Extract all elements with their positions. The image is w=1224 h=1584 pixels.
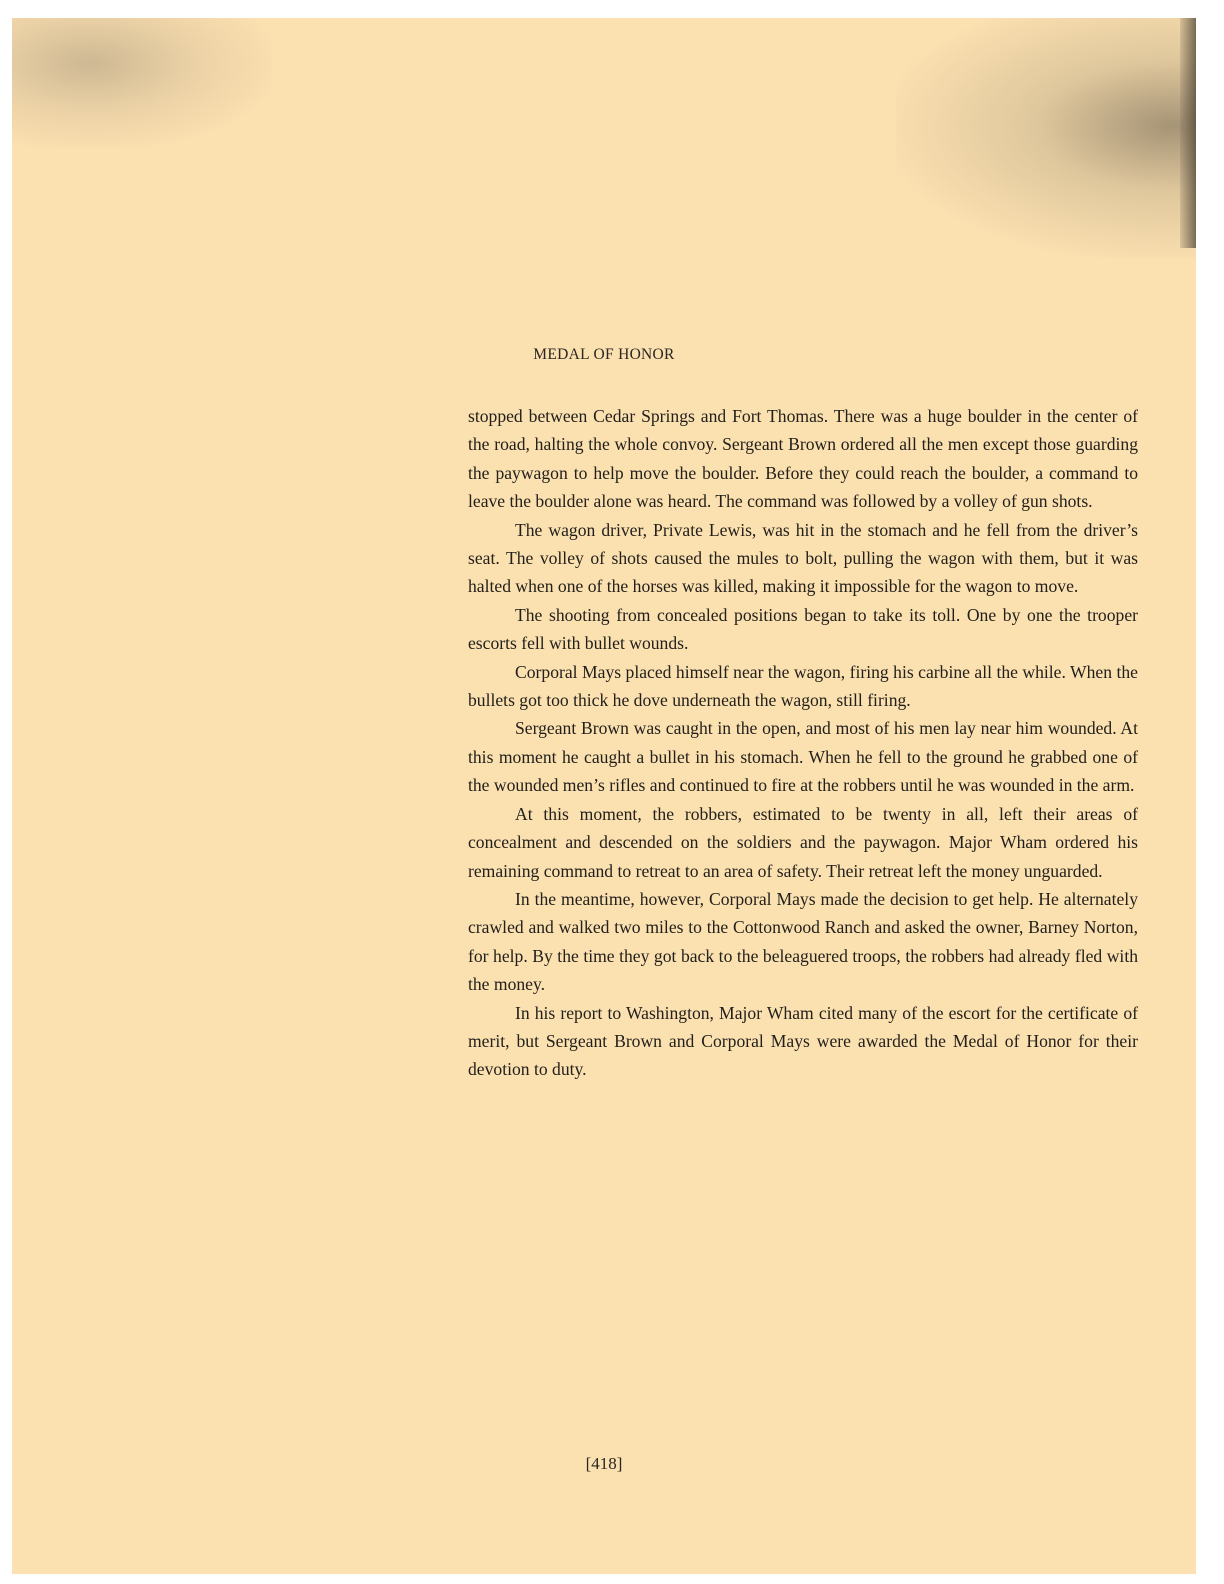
paragraph: At this moment, the robbers, estimated to be twenty in all, left their areas of concealment and descended on the soldiers and the paywagon. Major Wham ordered his remaining command to retreat to an area of safety. Their retreat left the money unguarded. [468, 803, 1138, 881]
paragraph: The wagon driver, Private Lewis, was hit in the stomach and he fell from the driver’s seat. The volley of shots caused the mules to bolt, pulling the wagon with them, but it was halted when one of the horses was killed, making it impossible for the wagon to move. [468, 519, 1138, 597]
page-stain [12, 18, 272, 148]
page-number: [418] [585, 1454, 623, 1473]
page-edge-shadow [1180, 18, 1196, 248]
running-head: MEDAL OF HONOR [533, 346, 675, 363]
paragraph: In the meantime, however, Corporal Mays made the decision to get help. He alternately crawled and walked two miles to the Cottonwood Ranch and asked the owner, Barney Norton, for help. By the time they got back to the beleaguered troops, the robbers had already fled with the money. [468, 888, 1138, 995]
paragraph: stopped between Cedar Springs and Fort Thomas. There was a huge boulder in the center of the road, halting the whole convoy. Sergeant Brown ordered all the men except those guarding the paywagon to help move the boulder. Before they could reach the boulder, a command to leave the boulder alone was heard. The command was followed by a volley of gun shots. [468, 406, 1138, 512]
document-page [12, 18, 1196, 1574]
body-text [468, 402, 1138, 1084]
paragraph: The shooting from concealed positions began to take its toll. One by one the trooper escorts fell with bullet wounds. [468, 604, 1138, 654]
paragraph: Sergeant Brown was caught in the open, and most of his men lay near him wounded. At this moment he caught a bullet in his stomach. When he fell to the ground he grabbed one of the wounded men’s rifles and continued to fire at the robbers until he was wounded in the arm. [468, 718, 1138, 796]
paragraph: In his report to Washington, Major Wham cited many of the escort for the certificate of merit, but Sergeant Brown and Corporal Mays were awarded the Medal of Honor for their devotion to duty. [468, 1002, 1138, 1080]
page-stain [896, 18, 1196, 258]
paragraph: Corporal Mays placed himself near the wagon, firing his carbine all the while. When the bullets got too thick he dove underneath the wagon, still firing. [468, 661, 1138, 711]
